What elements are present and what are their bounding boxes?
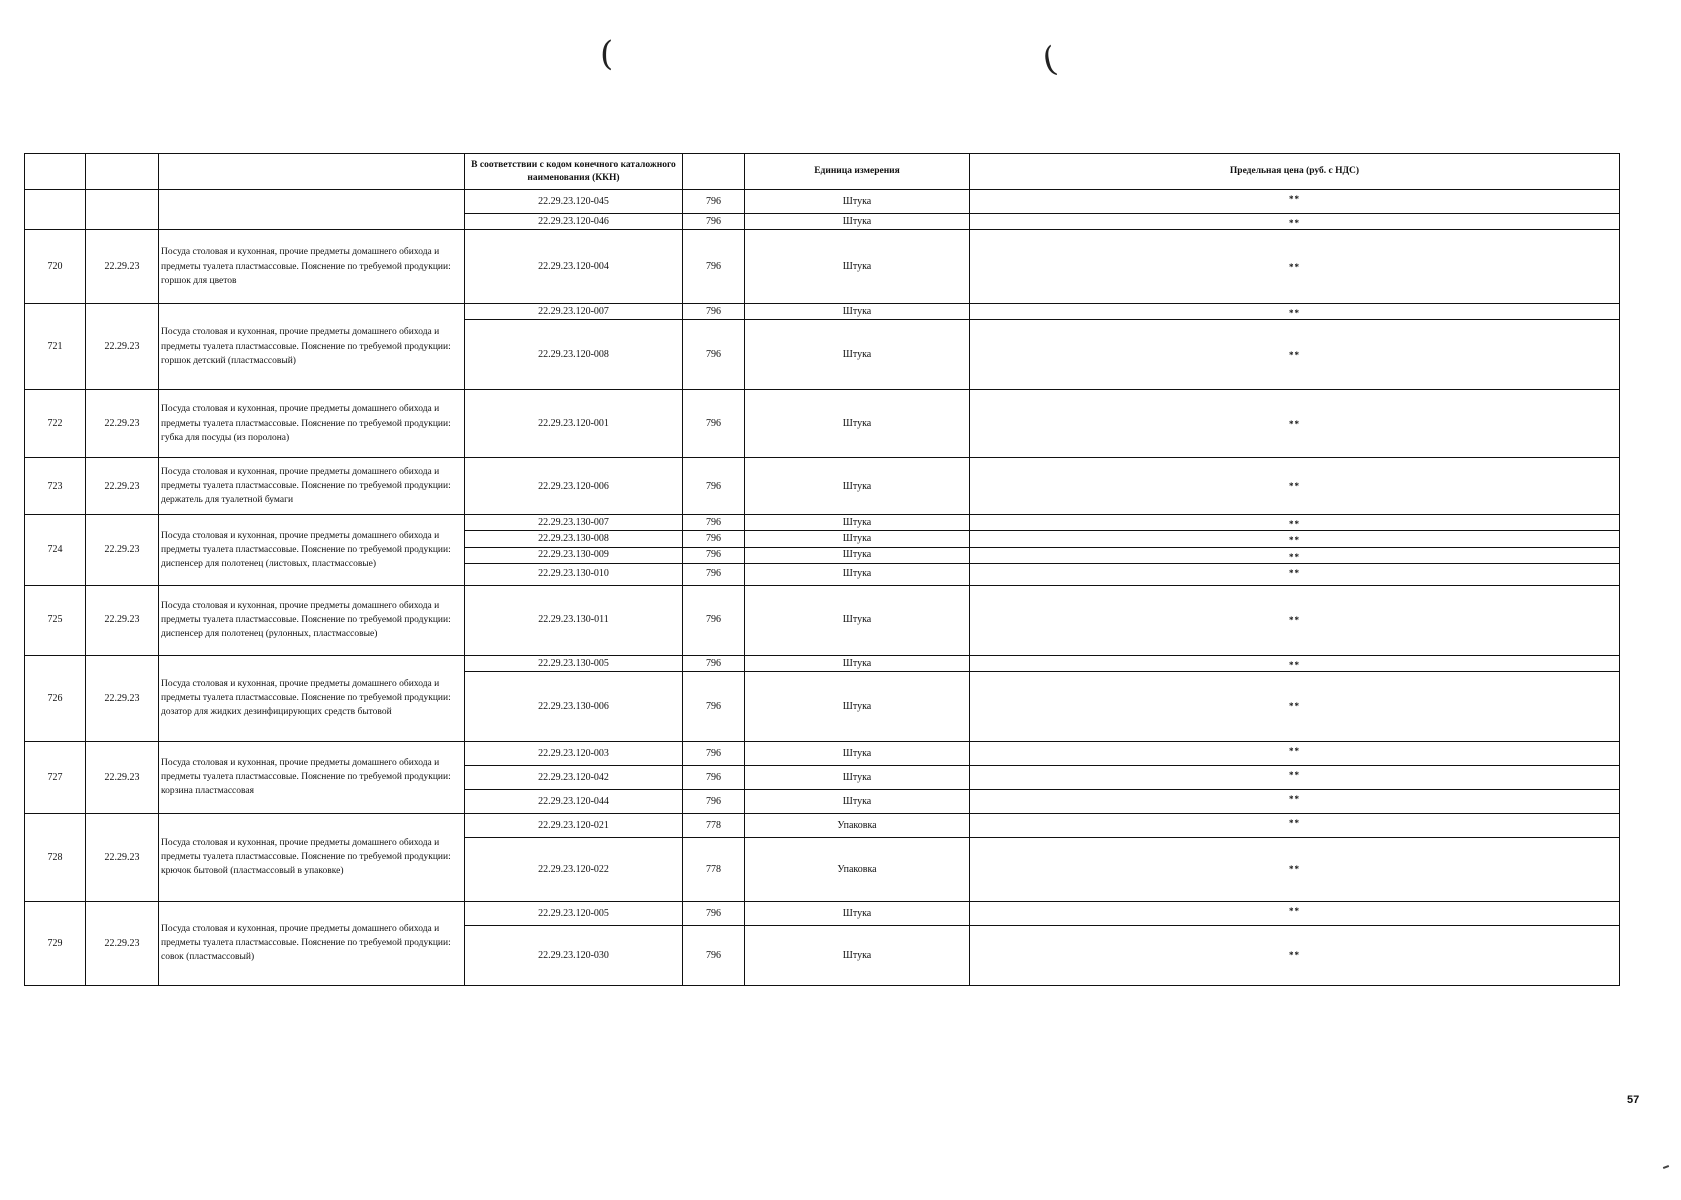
row-number: 720 xyxy=(25,230,86,304)
kkn-code: 22.29.23.130-010 xyxy=(465,563,683,585)
price-cell: ** xyxy=(970,320,1620,390)
okei-code: 796 xyxy=(683,925,745,985)
okpd-code: 22.29.23 xyxy=(86,230,159,304)
unit-name: Штука xyxy=(745,563,970,585)
okei-code: 796 xyxy=(683,585,745,655)
price-cell: ** xyxy=(970,671,1620,741)
kkn-code: 22.29.23.130-006 xyxy=(465,671,683,741)
scan-mark-right: ( xyxy=(1038,39,1061,81)
price-cell: ** xyxy=(970,789,1620,813)
header-desc-cell xyxy=(159,154,465,190)
row-number: 724 xyxy=(25,515,86,585)
okei-code: 778 xyxy=(683,837,745,901)
price-cell: ** xyxy=(970,214,1620,230)
table-row xyxy=(25,390,1620,458)
price-cell: ** xyxy=(970,531,1620,547)
okei-code: 796 xyxy=(683,230,745,304)
table-row xyxy=(25,458,1620,515)
kkn-code: 22.29.23.120-046 xyxy=(465,214,683,230)
kkn-code: 22.29.23.130-008 xyxy=(465,531,683,547)
okei-code: 796 xyxy=(683,655,745,671)
item-description: Посуда столовая и кухонная, прочие предметы домашнего обихода и предметы туалета пластмассовые. Пояснение по требуемой продукции: дозатор для жидких дезинфицирующих средств бытовой xyxy=(159,655,465,741)
price-cell: ** xyxy=(970,741,1620,765)
price-cell: ** xyxy=(970,563,1620,585)
price-cell: ** xyxy=(970,190,1620,214)
okei-code: 796 xyxy=(683,390,745,458)
kkn-code: 22.29.23.120-042 xyxy=(465,765,683,789)
unit-name: Штука xyxy=(745,789,970,813)
kkn-code: 22.29.23.130-011 xyxy=(465,585,683,655)
okpd-code: 22.29.23 xyxy=(86,741,159,813)
okei-code: 796 xyxy=(683,563,745,585)
okpd-code: 22.29.23 xyxy=(86,585,159,655)
okei-code: 796 xyxy=(683,547,745,563)
kkn-code: 22.29.23.130-005 xyxy=(465,655,683,671)
kkn-code: 22.29.23.120-001 xyxy=(465,390,683,458)
scan-mark-left: ( xyxy=(600,34,614,74)
row-number: 729 xyxy=(25,901,86,985)
kkn-code: 22.29.23.120-006 xyxy=(465,458,683,515)
price-cell: ** xyxy=(970,901,1620,925)
unit-name: Штука xyxy=(745,304,970,320)
okpd-code: 22.29.23 xyxy=(86,390,159,458)
okpd-code: 22.29.23 xyxy=(86,655,159,741)
table-row xyxy=(25,304,1620,320)
okei-code: 796 xyxy=(683,741,745,765)
kkn-code: 22.29.23.130-007 xyxy=(465,515,683,531)
table-row xyxy=(25,813,1620,837)
table-row xyxy=(25,515,1620,531)
unit-name: Штука xyxy=(745,390,970,458)
scan-speck xyxy=(1663,1165,1669,1169)
price-cell: ** xyxy=(970,515,1620,531)
header-okpd-cell xyxy=(86,154,159,190)
price-cell: ** xyxy=(970,547,1620,563)
price-cell: ** xyxy=(970,390,1620,458)
okei-code: 796 xyxy=(683,901,745,925)
okpd-code: 22.29.23 xyxy=(86,515,159,585)
row-number: 728 xyxy=(25,813,86,901)
item-description: Посуда столовая и кухонная, прочие предметы домашнего обихода и предметы туалета пластмассовые. Пояснение по требуемой продукции: диспенсер для полотенец (рулонных, пластмассовые) xyxy=(159,585,465,655)
okpd-code: 22.29.23 xyxy=(86,458,159,515)
okei-code: 796 xyxy=(683,214,745,230)
row-number xyxy=(25,190,86,230)
price-cell: ** xyxy=(970,230,1620,304)
kkn-code: 22.29.23.120-008 xyxy=(465,320,683,390)
row-number: 723 xyxy=(25,458,86,515)
price-cell: ** xyxy=(970,585,1620,655)
price-table xyxy=(24,153,1620,986)
okei-code: 796 xyxy=(683,531,745,547)
price-cell: ** xyxy=(970,655,1620,671)
row-number: 726 xyxy=(25,655,86,741)
okpd-code xyxy=(86,190,159,230)
row-number: 722 xyxy=(25,390,86,458)
kkn-code: 22.29.23.120-005 xyxy=(465,901,683,925)
unit-name: Штука xyxy=(745,585,970,655)
item-description: Посуда столовая и кухонная, прочие предметы домашнего обихода и предметы туалета пластмассовые. Пояснение по требуемой продукции: диспенсер для полотенец (листовых, пластмассовые) xyxy=(159,515,465,585)
unit-name: Штука xyxy=(745,230,970,304)
header-row xyxy=(25,154,1620,190)
kkn-code: 22.29.23.120-003 xyxy=(465,741,683,765)
item-description: Посуда столовая и кухонная, прочие предметы домашнего обихода и предметы туалета пластмассовые. Пояснение по требуемой продукции: держатель для туалетной бумаги xyxy=(159,458,465,515)
table-row xyxy=(25,741,1620,765)
header-unit: Единица измерения xyxy=(745,154,970,190)
price-cell: ** xyxy=(970,304,1620,320)
table-row xyxy=(25,585,1620,655)
kkn-code: 22.29.23.130-009 xyxy=(465,547,683,563)
unit-name: Штука xyxy=(745,901,970,925)
header-price: Предельная цена (руб. с НДС) xyxy=(970,154,1620,190)
okei-code: 796 xyxy=(683,304,745,320)
header-okei-cell xyxy=(683,154,745,190)
price-cell: ** xyxy=(970,837,1620,901)
row-number: 725 xyxy=(25,585,86,655)
table-row xyxy=(25,190,1620,214)
unit-name: Упаковка xyxy=(745,813,970,837)
item-description: Посуда столовая и кухонная, прочие предметы домашнего обихода и предметы туалета пластмассовые. Пояснение по требуемой продукции: губка для посуды (из поролона) xyxy=(159,390,465,458)
kkn-code: 22.29.23.120-045 xyxy=(465,190,683,214)
okei-code: 796 xyxy=(683,671,745,741)
kkn-code: 22.29.23.120-007 xyxy=(465,304,683,320)
okpd-code: 22.29.23 xyxy=(86,304,159,390)
okei-code: 796 xyxy=(683,190,745,214)
kkn-code: 22.29.23.120-030 xyxy=(465,925,683,985)
table-row xyxy=(25,230,1620,304)
unit-name: Штука xyxy=(745,320,970,390)
okei-code: 796 xyxy=(683,789,745,813)
table-row xyxy=(25,901,1620,925)
price-cell: ** xyxy=(970,765,1620,789)
item-description xyxy=(159,190,465,230)
item-description: Посуда столовая и кухонная, прочие предметы домашнего обихода и предметы туалета пластмассовые. Пояснение по требуемой продукции: горшок детский (пластмассовый) xyxy=(159,304,465,390)
unit-name: Штука xyxy=(745,458,970,515)
table-row xyxy=(25,655,1620,671)
okei-code: 796 xyxy=(683,458,745,515)
okei-code: 796 xyxy=(683,515,745,531)
page-number: 57 xyxy=(1627,1094,1640,1106)
kkn-code: 22.29.23.120-004 xyxy=(465,230,683,304)
kkn-code: 22.29.23.120-022 xyxy=(465,837,683,901)
unit-name: Штука xyxy=(745,190,970,214)
row-number: 727 xyxy=(25,741,86,813)
price-cell: ** xyxy=(970,813,1620,837)
unit-name: Штука xyxy=(745,925,970,985)
unit-name: Упаковка xyxy=(745,837,970,901)
kkn-code: 22.29.23.120-044 xyxy=(465,789,683,813)
unit-name: Штука xyxy=(745,765,970,789)
item-description: Посуда столовая и кухонная, прочие предметы домашнего обихода и предметы туалета пластмассовые. Пояснение по требуемой продукции: совок (пластмассовый) xyxy=(159,901,465,985)
unit-name: Штука xyxy=(745,531,970,547)
item-description: Посуда столовая и кухонная, прочие предметы домашнего обихода и предметы туалета пластмассовые. Пояснение по требуемой продукции: корзина пластмассовая xyxy=(159,741,465,813)
okei-code: 778 xyxy=(683,813,745,837)
unit-name: Штука xyxy=(745,214,970,230)
unit-name: Штука xyxy=(745,655,970,671)
header-num-cell xyxy=(25,154,86,190)
header-kkn: В соответствии с кодом конечного каталожного наименования (ККН) xyxy=(465,154,683,190)
unit-name: Штука xyxy=(745,671,970,741)
item-description: Посуда столовая и кухонная, прочие предметы домашнего обихода и предметы туалета пластмассовые. Пояснение по требуемой продукции: крючок бытовой (пластмассовый в упаковке) xyxy=(159,813,465,901)
okei-code: 796 xyxy=(683,765,745,789)
kkn-code: 22.29.23.120-021 xyxy=(465,813,683,837)
okpd-code: 22.29.23 xyxy=(86,813,159,901)
okpd-code: 22.29.23 xyxy=(86,901,159,985)
row-number: 721 xyxy=(25,304,86,390)
okei-code: 796 xyxy=(683,320,745,390)
unit-name: Штука xyxy=(745,741,970,765)
item-description: Посуда столовая и кухонная, прочие предметы домашнего обихода и предметы туалета пластмассовые. Пояснение по требуемой продукции: горшок для цветов xyxy=(159,230,465,304)
price-cell: ** xyxy=(970,925,1620,985)
price-cell: ** xyxy=(970,458,1620,515)
unit-name: Штука xyxy=(745,547,970,563)
unit-name: Штука xyxy=(745,515,970,531)
